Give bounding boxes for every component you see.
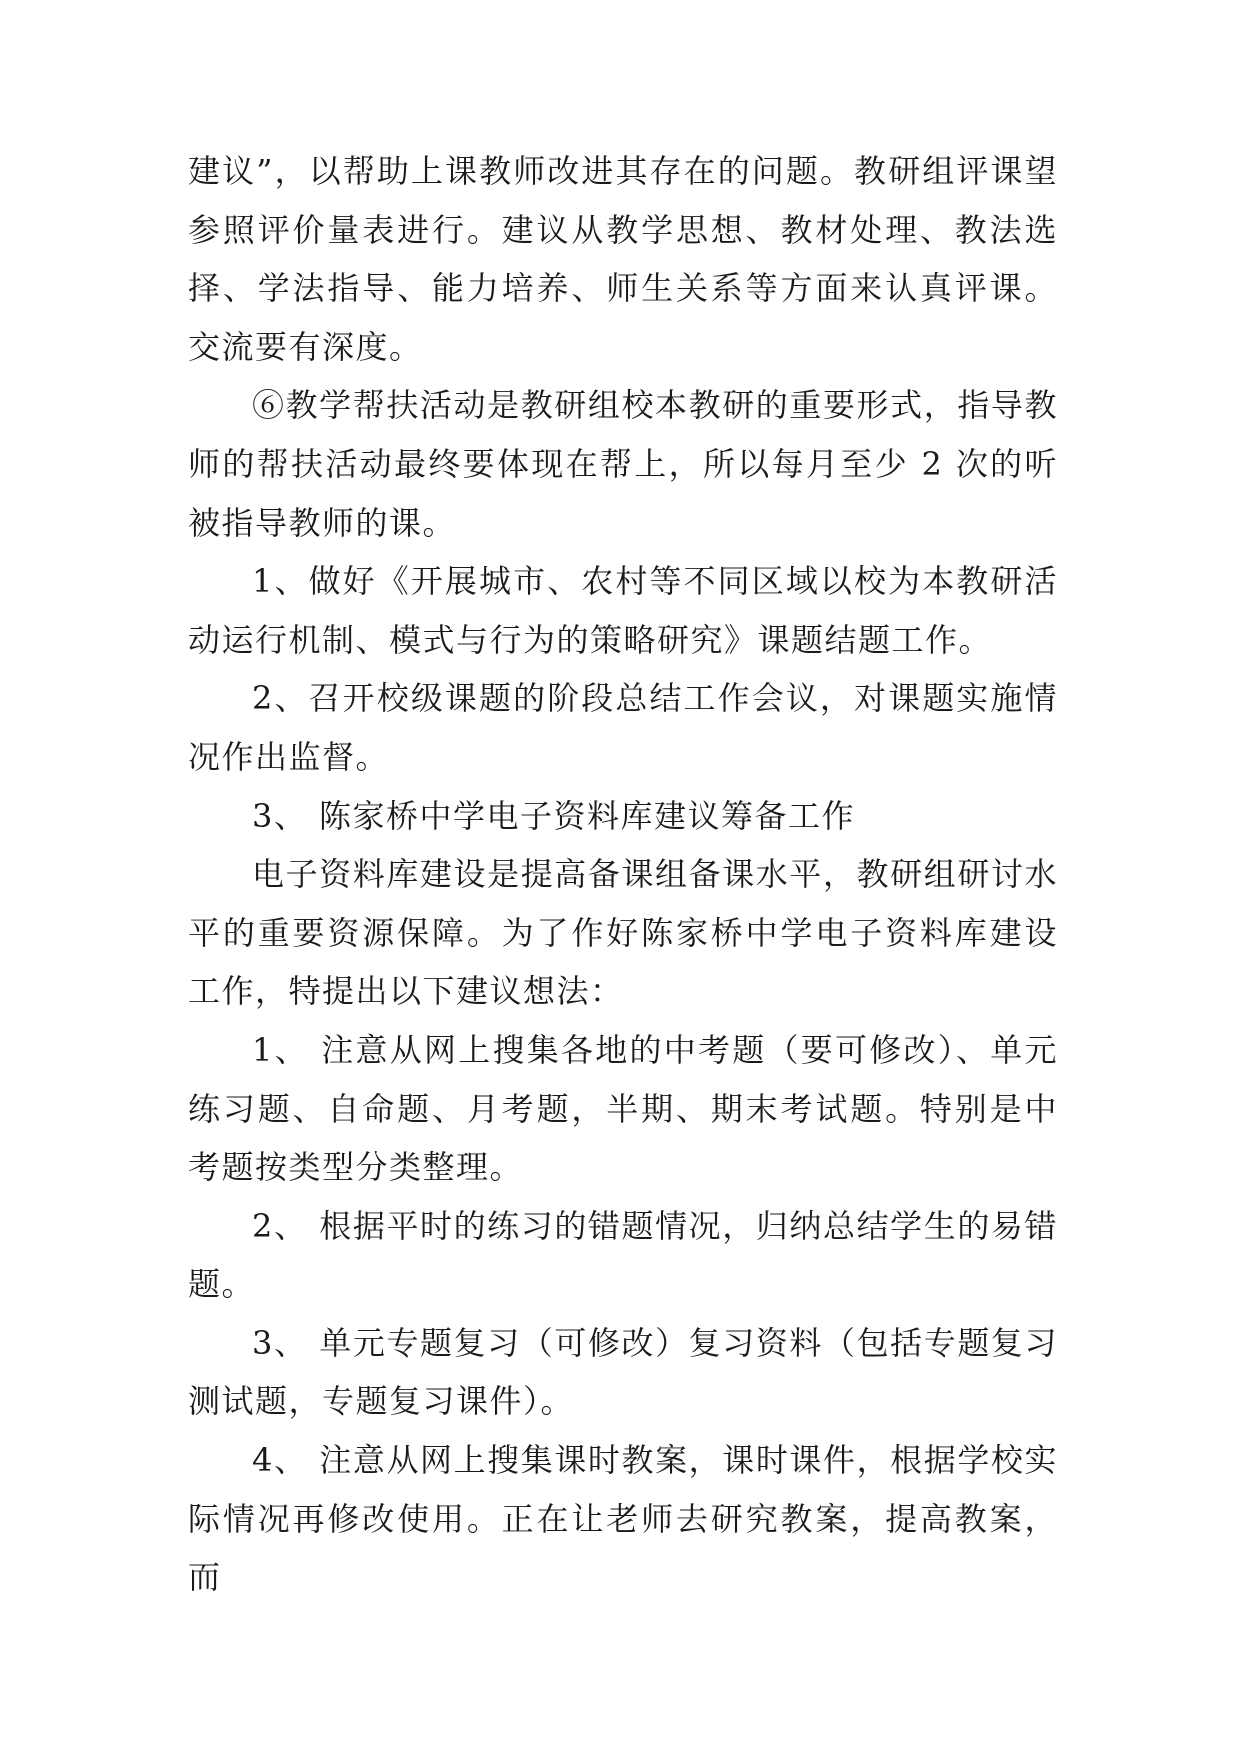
- paragraph: 电子资料库建设是提高备课组备课水平，教研组研讨水平的重要资源保障。为了作好陈家桥中学电子资料库建设工作，特提出以下建议想法：: [188, 855, 1058, 1011]
- paragraph: 2、 根据平时的练习的错题情况，归纳总结学生的易错题。: [188, 1206, 1058, 1304]
- paragraph: 4、 注意从网上搜集课时教案，课时课件，根据学校实际情况再修改使用。正在让老师去研究教案，提高教案，而: [188, 1441, 1058, 1597]
- paragraph: 3、 陈家桥中学电子资料库建议筹备工作: [252, 796, 856, 835]
- paragraph: 3、 单元专题复习（可修改）复习资料（包括专题复习测试题，专题复习课件）。: [188, 1323, 1058, 1421]
- paragraph: ⑥教学帮扶活动是教研组校本教研的重要形式，指导教师的帮扶活动最终要体现在帮上，所以每月至少 2 次的听被指导教师的课。: [188, 386, 1058, 542]
- paragraph: 1、做好《开展城市、农村等不同区域以校为本教研活动运行机制、模式与行为的策略研究》课题结题工作。: [188, 562, 1058, 659]
- paragraph: 建议”，以帮助上课教师改进其存在的问题。教研组评课望参照评价量表进行。建议从教学思想、教材处理、教法选择、学法指导、能力培养、师生关系等方面来认真评课。交流要有深度。: [188, 152, 1058, 366]
- document-body: [188, 142, 1058, 1607]
- paragraph: 1、 注意从网上搜集各地的中考题（要可修改）、单元练习题、自命题、月考题，半期、期末考试题。特别是中考题按类型分类整理。: [188, 1030, 1058, 1187]
- paragraph: 2、召开校级课题的阶段总结工作会议，对课题实施情况作出监督。: [188, 679, 1058, 776]
